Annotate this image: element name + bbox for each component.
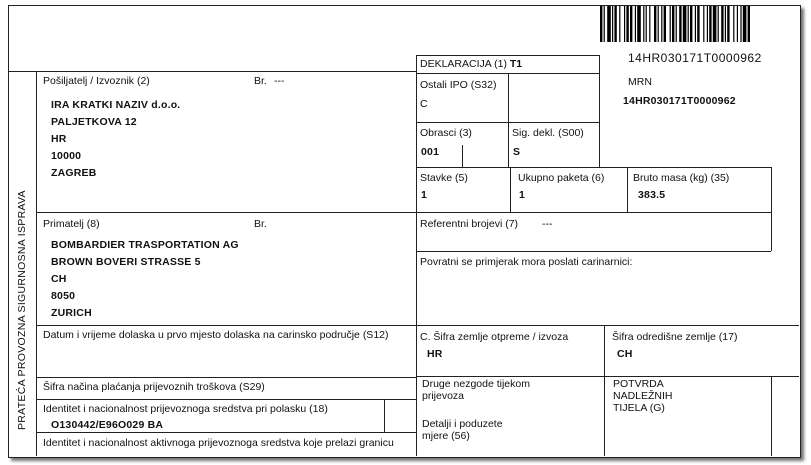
- mrn-value: 14HR030171T0000962: [623, 95, 736, 107]
- primatelj-line: BROWN BOVERI STRASSE 5: [51, 256, 201, 268]
- divider: [510, 167, 511, 212]
- deklaracija-label-text: DEKLARACIJA (1): [420, 58, 507, 70]
- primatelj-br-label: Br.: [254, 218, 267, 230]
- zemlja-odredisna-value: CH: [617, 348, 633, 360]
- posiljatelj-line: HR: [51, 133, 67, 145]
- side-title: PRATEĆA PROVOZNA SIGURNOSNA ISPRAVA: [16, 190, 28, 430]
- posiljatelj-line: 10000: [51, 150, 82, 162]
- primatelj-label: Primatelj (8): [43, 218, 100, 230]
- divider: [384, 399, 385, 432]
- sig-dekl-value: S: [513, 146, 521, 158]
- sig-dekl-label: Sig. dekl. (S00): [512, 127, 584, 139]
- barcode-image: [598, 6, 798, 42]
- primatelj-line: CH: [51, 273, 67, 285]
- referentni-label: Referentni brojevi (7): [420, 218, 519, 230]
- divider: [36, 71, 37, 456]
- divider: [416, 212, 771, 213]
- ukupno-paketa-value: 1: [519, 189, 526, 201]
- zemlja-odredisna-label: Šifra odredišne zemlje (17): [612, 331, 738, 343]
- ukupno-paketa-label: Ukupno paketa (6): [518, 172, 605, 184]
- povratni-label: Povratni se primjerak mora poslati carinarnici:: [420, 256, 633, 268]
- deklaracija-label: [420, 58, 522, 71]
- potvrda-line: NADLEŽNIH: [613, 390, 673, 402]
- potvrda-line: TIJELA (G): [613, 402, 665, 414]
- divider: [36, 325, 799, 326]
- obrasci-value: 001: [421, 146, 440, 158]
- divider: [771, 167, 772, 251]
- placanje-label: Šifra načina plaćanja prijevoznih troškova (S29): [43, 381, 265, 393]
- primatelj-line: BOMBARDIER TRASPORTATION AG: [51, 239, 239, 251]
- divider: [416, 55, 417, 456]
- zemlja-otpreme-value: HR: [427, 348, 443, 360]
- primatelj-line: ZURICH: [51, 307, 92, 319]
- identitet-polazak-value: O130442/E96O029 BA: [51, 419, 164, 431]
- divider: [462, 145, 463, 167]
- datum-dolaska-label: Datum i vrijeme dolaska u prvo mjesto dolaska na carinsko područje (S12): [43, 329, 389, 341]
- divider: [416, 251, 771, 252]
- posiljatelj-line: IRA KRATKI NAZIV d.o.o.: [51, 99, 181, 111]
- divider: [36, 377, 416, 378]
- druge-nezgode-line: Druge nezgode tijekom: [422, 378, 530, 390]
- identitet-polazak-label: Identitet i nacionalnost prijevoznoga sredstva pri polasku (18): [43, 403, 328, 415]
- divider: [416, 55, 599, 56]
- posiljatelj-br-value: ---: [274, 75, 285, 87]
- stavke-value: 1: [421, 189, 428, 201]
- deklaracija-value: T1: [509, 58, 523, 70]
- divider: [604, 325, 605, 376]
- zemlja-otpreme-label: C. Šifra zemlje otpreme / izvoza: [420, 331, 569, 343]
- obrasci-label: Obrasci (3): [420, 127, 472, 139]
- ostali-ipo-label: Ostali IPO (S32): [420, 79, 497, 91]
- divider: [599, 55, 600, 167]
- divider: [36, 432, 416, 433]
- divider: [36, 212, 416, 213]
- referentni-value: ---: [542, 218, 553, 230]
- druge-nezgode-line: prijevoza: [422, 390, 465, 402]
- divider: [604, 376, 605, 456]
- posiljatelj-label: Pošiljatelj / Izvoznik (2): [43, 75, 150, 87]
- identitet-aktivno-label: Identitet i nacionalnost aktivnoga prijevoznoga sredstva koje prelazi granicu: [43, 437, 394, 449]
- stavke-label: Stavke (5): [420, 172, 468, 184]
- divider: [416, 376, 799, 377]
- posiljatelj-line: PALJETKOVA 12: [51, 116, 137, 128]
- bruto-masa-label: Bruto masa (kg) (35): [633, 172, 730, 184]
- detalji-line: Detalji i poduzete: [422, 418, 503, 430]
- detalji-line: mjere (56): [422, 430, 470, 442]
- primatelj-line: 8050: [51, 290, 76, 302]
- barcode-number: 14HR030171T0000962: [628, 51, 762, 65]
- divider: [416, 167, 771, 168]
- mrn-label: MRN: [628, 76, 652, 88]
- posiljatelj-br-label: Br.: [254, 75, 267, 87]
- ostali-ipo-value: C: [420, 98, 428, 110]
- divider: [508, 73, 509, 167]
- divider: [36, 399, 416, 400]
- divider: [627, 167, 628, 212]
- posiljatelj-line: ZAGREB: [51, 167, 97, 179]
- divider: [771, 376, 772, 456]
- potvrda-line: POTVRDA: [613, 378, 664, 390]
- divider: [8, 71, 416, 72]
- bruto-masa-value: 383.5: [638, 189, 666, 201]
